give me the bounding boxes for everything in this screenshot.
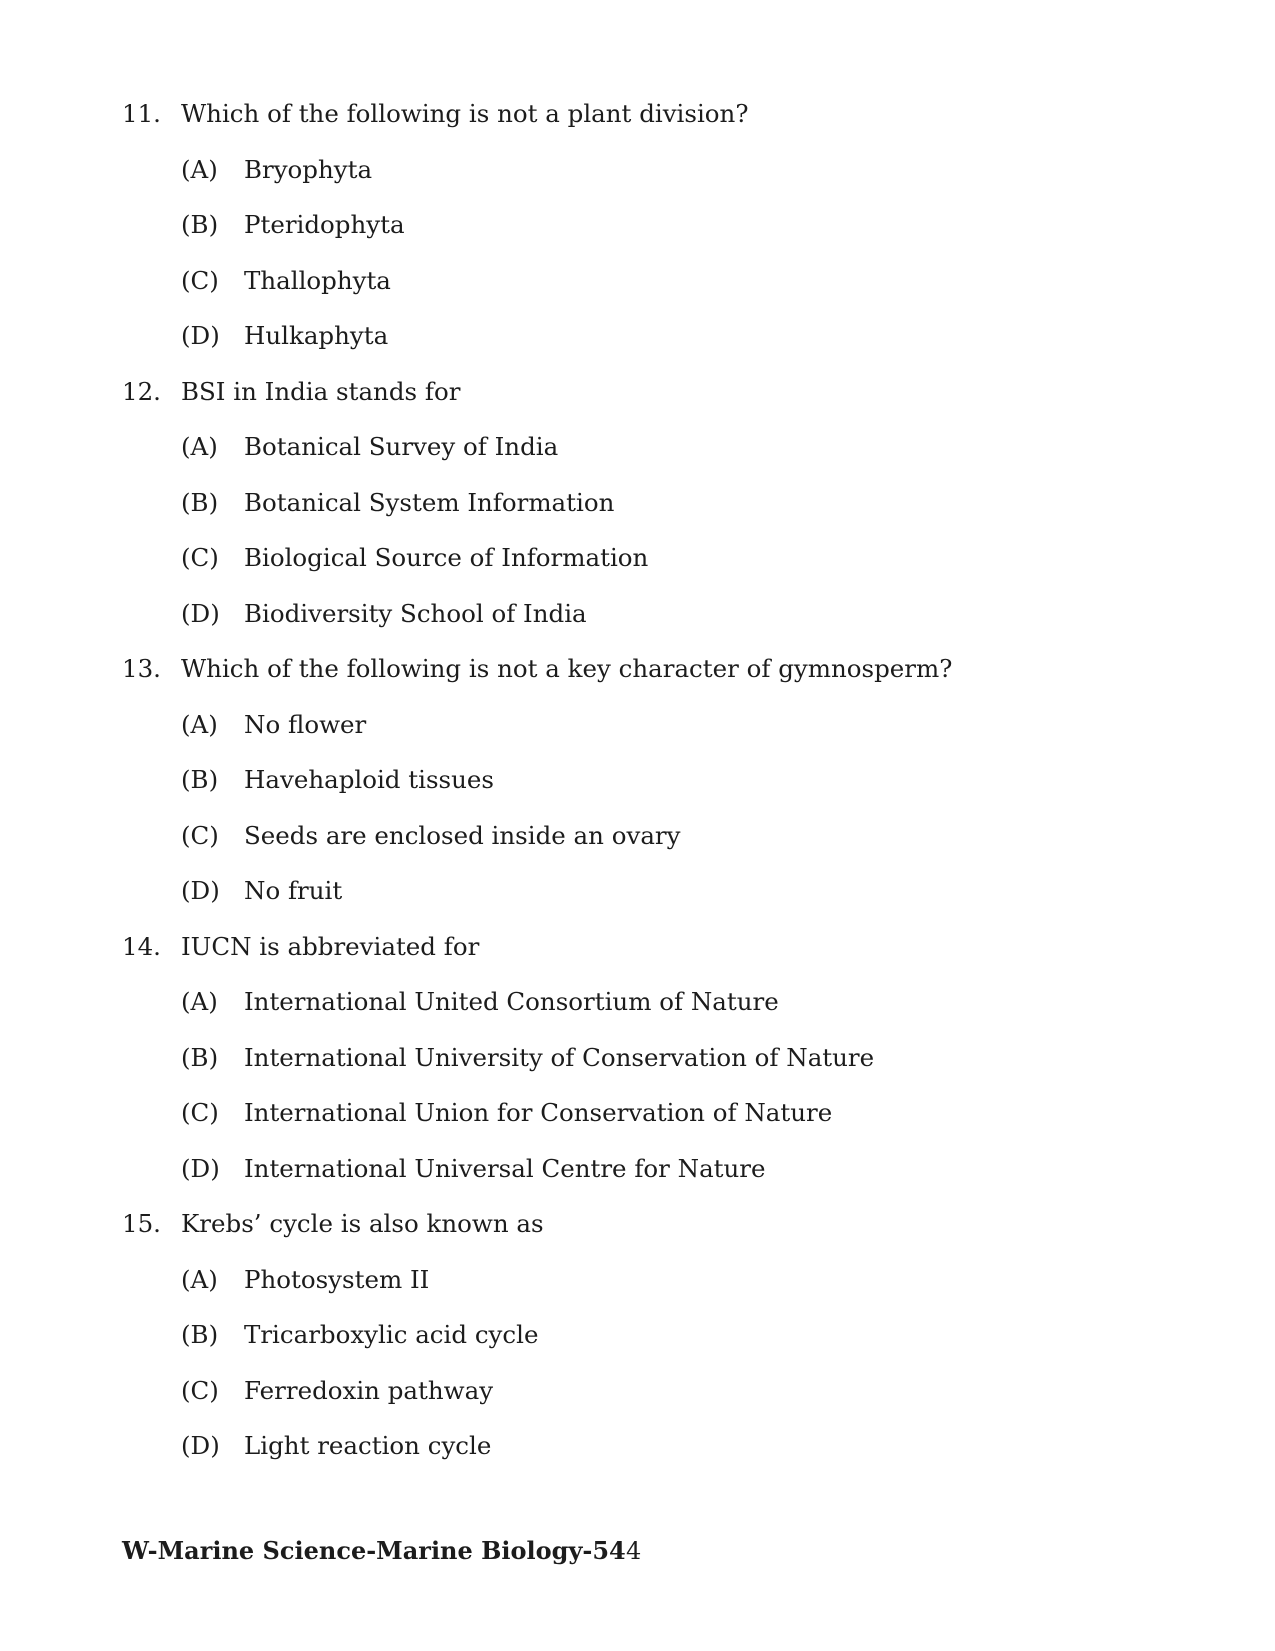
- page-number: 4: [626, 1537, 642, 1565]
- option-label: (D): [181, 321, 220, 350]
- option-label: (B): [181, 1042, 219, 1072]
- question-number: 13.: [122, 654, 161, 683]
- option-text: Ferredoxin pathway: [244, 1375, 494, 1405]
- option-14-d: [122, 1147, 1182, 1203]
- option-15-b: [122, 1313, 1182, 1369]
- question-text: Which of the following is not a key character of gymnosperm?: [181, 654, 953, 683]
- option-15-c: [122, 1369, 1182, 1425]
- option-label: (D): [181, 1431, 220, 1460]
- option-13-c: [122, 814, 1182, 870]
- booklet-code: W-Marine Science-Marine Biology-54: [122, 1536, 626, 1565]
- question-number: 15.: [122, 1209, 161, 1238]
- option-text: Bryophyta: [244, 154, 373, 184]
- option-text: Biological Source of Information: [244, 543, 649, 572]
- option-15-a: [122, 1258, 1182, 1314]
- option-12-a: [122, 425, 1182, 481]
- option-14-b: [122, 1036, 1182, 1092]
- option-text: Seeds are enclosed inside an ovary: [244, 820, 681, 850]
- option-14-c: [122, 1091, 1182, 1147]
- option-label: (A): [181, 987, 218, 1016]
- option-label: (B): [181, 765, 219, 794]
- option-13-a: [122, 703, 1182, 759]
- option-label: (C): [181, 265, 219, 295]
- option-text: Hulkaphyta: [244, 321, 389, 350]
- question-text: BSI in India stands for: [181, 376, 461, 406]
- option-text: Botanical Survey of India: [244, 432, 559, 461]
- question-list: [122, 92, 1182, 1480]
- option-label: (D): [181, 1153, 220, 1183]
- question-12: [122, 370, 1182, 426]
- option-label: (A): [181, 432, 218, 461]
- option-label: (C): [181, 1098, 219, 1127]
- option-11-c: [122, 259, 1182, 315]
- option-label: (C): [181, 1375, 219, 1405]
- question-number: 11.: [122, 99, 161, 128]
- option-text: Thallophyta: [244, 265, 391, 295]
- page-footer: [122, 1531, 822, 1571]
- question-text: Which of the following is not a plant division?: [181, 99, 749, 128]
- option-text: Photosystem II: [244, 1264, 430, 1294]
- option-label: (A): [181, 154, 218, 184]
- question-13: [122, 647, 1182, 703]
- option-12-d: [122, 592, 1182, 648]
- option-11-b: [122, 203, 1182, 259]
- option-label: (B): [181, 487, 219, 517]
- option-12-c: [122, 536, 1182, 592]
- option-label: (B): [181, 210, 219, 239]
- option-label: (A): [181, 1264, 218, 1294]
- option-13-b: [122, 758, 1182, 814]
- option-text: International Union for Conservation of Nature: [244, 1098, 833, 1127]
- question-text: IUCN is abbreviated for: [181, 931, 480, 961]
- option-text: No fruit: [244, 876, 343, 905]
- question-11: [122, 92, 1182, 148]
- option-text: International University of Conservation of Nature: [244, 1042, 875, 1072]
- option-label: (C): [181, 820, 219, 850]
- question-14: [122, 925, 1182, 981]
- option-label: (B): [181, 1320, 219, 1349]
- option-text: Biodiversity School of India: [244, 598, 587, 628]
- option-text: Tricarboxylic acid cycle: [244, 1320, 539, 1349]
- option-14-a: [122, 980, 1182, 1036]
- option-text: Pteridophyta: [244, 210, 405, 239]
- option-text: Havehaploid tissues: [244, 765, 494, 794]
- option-label: (A): [181, 709, 218, 739]
- option-13-d: [122, 869, 1182, 925]
- option-12-b: [122, 481, 1182, 537]
- option-text: Botanical System Information: [244, 487, 615, 517]
- option-label: (C): [181, 543, 219, 572]
- option-11-a: [122, 148, 1182, 204]
- question-15: [122, 1202, 1182, 1258]
- option-text: International United Consortium of Nature: [244, 987, 779, 1016]
- option-11-d: [122, 314, 1182, 370]
- option-label: (D): [181, 876, 220, 905]
- option-label: (D): [181, 598, 220, 628]
- question-number: 12.: [122, 376, 161, 406]
- question-text: Krebs’ cycle is also known as: [181, 1209, 544, 1238]
- question-number: 14.: [122, 931, 161, 961]
- option-text: International Universal Centre for Nature: [244, 1153, 766, 1183]
- option-text: No flower: [244, 709, 367, 739]
- option-text: Light reaction cycle: [244, 1431, 492, 1460]
- option-15-d: [122, 1424, 1182, 1480]
